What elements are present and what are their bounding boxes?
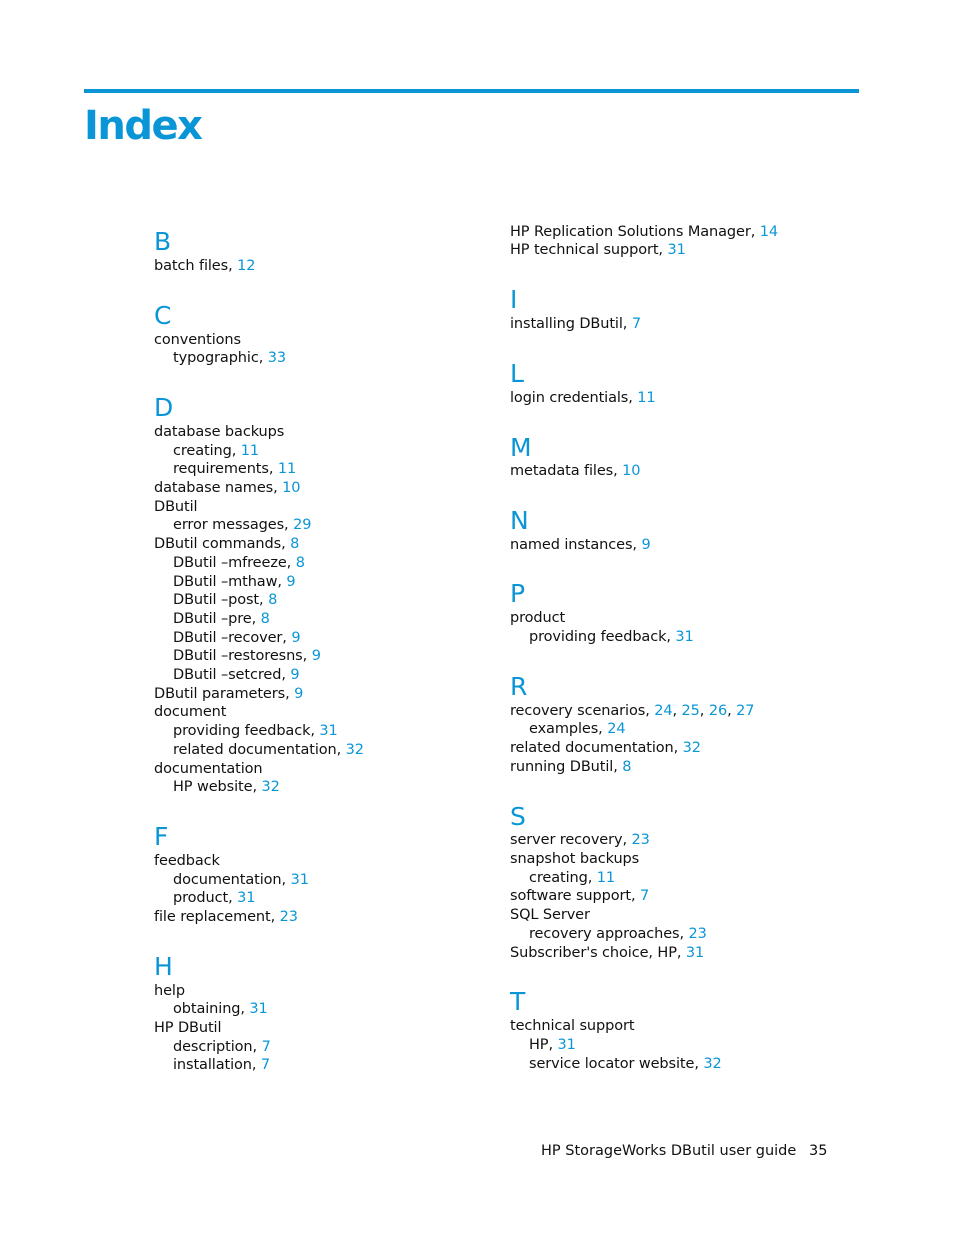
page-link[interactable]: 29 (293, 517, 312, 533)
index-term: creating (173, 443, 232, 459)
separator: , (679, 926, 689, 942)
index-term: obtaining (173, 1001, 241, 1017)
index-letter-heading: L (510, 359, 524, 388)
index-entry (154, 479, 300, 498)
index-term: product (173, 890, 229, 906)
page-footer (541, 1143, 828, 1159)
index-subentry (529, 925, 707, 944)
index-subentry (529, 1036, 576, 1055)
index-entry (510, 241, 686, 260)
index-entry (510, 315, 641, 334)
index-entry (510, 536, 651, 555)
index-subentry (173, 629, 300, 648)
separator: , (281, 536, 291, 552)
page-link[interactable]: 27 (736, 703, 755, 719)
index-entry (510, 906, 590, 925)
separator: , (632, 537, 642, 553)
index-letter-heading: D (154, 393, 174, 422)
index-subentry (173, 722, 338, 741)
index-term: SQL Server (510, 907, 590, 923)
separator: , (666, 629, 676, 645)
index-term: installation (173, 1057, 252, 1073)
separator: , (699, 703, 709, 719)
page-link[interactable]: 31 (557, 1037, 576, 1053)
index-term: installing DButil (510, 316, 623, 332)
separator: , (259, 592, 269, 608)
index-entry (154, 685, 303, 704)
index-term: documentation (173, 872, 282, 888)
index-term: batch files (154, 258, 229, 274)
separator: , (672, 703, 682, 719)
index-term: related documentation (510, 740, 674, 756)
index-entry (510, 850, 639, 869)
index-entry (510, 223, 778, 242)
separator: , (310, 723, 320, 739)
index-term: DButil (154, 499, 198, 515)
page-link[interactable]: 9 (311, 648, 321, 664)
separator: , (251, 1057, 261, 1073)
footer-page-number: 35 (809, 1143, 828, 1159)
index-entry (154, 257, 255, 276)
page-link[interactable]: 24 (607, 721, 626, 737)
separator: , (676, 945, 686, 961)
index-subentry (173, 349, 286, 368)
separator: , (286, 555, 296, 571)
page-link[interactable]: 8 (295, 555, 305, 571)
page-link[interactable]: 9 (291, 630, 301, 646)
index-term: DButil –recover (173, 630, 283, 646)
index-term: recovery scenarios (510, 703, 646, 719)
index-term: database backups (154, 424, 285, 440)
index-term: product (510, 610, 566, 626)
index-term: DButil –mfreeze (173, 555, 287, 571)
separator: , (598, 721, 608, 737)
separator: , (673, 740, 683, 756)
page-link[interactable]: 31 (237, 890, 256, 906)
separator: , (228, 258, 238, 274)
separator: , (727, 703, 737, 719)
index-letter-heading: S (510, 802, 526, 831)
separator: , (281, 667, 291, 683)
page-link[interactable]: 14 (759, 224, 778, 240)
separator: , (281, 872, 291, 888)
page-link[interactable]: 11 (637, 390, 656, 406)
page-link[interactable]: 9 (290, 667, 300, 683)
index-term: login credentials (510, 390, 629, 406)
page-link[interactable]: 10 (282, 480, 301, 496)
separator: , (268, 461, 278, 477)
index-subentry (173, 741, 364, 760)
separator: , (658, 242, 668, 258)
index-entry (154, 423, 284, 442)
index-term: HP Replication Solutions Manager (510, 224, 751, 240)
index-entry (154, 498, 197, 517)
index-subentry (173, 460, 296, 479)
index-subentry (173, 647, 321, 666)
page-link[interactable]: 31 (249, 1001, 268, 1017)
index-letter-heading: F (154, 822, 169, 851)
separator: , (750, 224, 760, 240)
index-term: technical support (510, 1018, 635, 1034)
index-subentry (529, 869, 615, 888)
page-link[interactable]: 24 (654, 703, 673, 719)
index-entry (510, 462, 640, 481)
index-letter-heading: B (154, 227, 172, 256)
index-subentry (529, 1055, 722, 1074)
index-subentry (173, 573, 296, 592)
page-link[interactable]: 33 (267, 350, 286, 366)
index-entry (154, 703, 226, 722)
index-entry (510, 887, 649, 906)
index-term: database names (154, 480, 274, 496)
page-link[interactable]: 23 (631, 832, 650, 848)
page-link[interactable]: 31 (290, 872, 309, 888)
index-subentry (173, 871, 309, 890)
separator: , (613, 463, 623, 479)
page-link[interactable]: 32 (682, 740, 701, 756)
index-subentry (173, 1000, 268, 1019)
index-subentry (173, 610, 270, 629)
index-term: software support (510, 888, 631, 904)
index-entry (154, 535, 299, 554)
index-entry (154, 852, 220, 871)
page-link[interactable]: 31 (667, 242, 686, 258)
separator: , (645, 703, 655, 719)
separator: , (613, 759, 623, 775)
separator: , (258, 350, 268, 366)
index-term: running DButil (510, 759, 614, 775)
index-term: requirements (173, 461, 269, 477)
index-term: DButil parameters (154, 686, 286, 702)
separator: , (270, 909, 280, 925)
separator: , (284, 517, 294, 533)
index-subentry (173, 442, 259, 461)
index-entry (510, 702, 754, 721)
page-link[interactable]: 8 (290, 536, 300, 552)
separator: , (285, 686, 295, 702)
separator: , (240, 1001, 250, 1017)
index-term: related documentation (173, 742, 337, 758)
index-term: file replacement (154, 909, 271, 925)
index-subentry (173, 1038, 271, 1057)
index-term: creating (529, 870, 588, 886)
page-title: Index (84, 103, 202, 149)
index-subentry (173, 516, 311, 535)
index-term: HP technical support (510, 242, 659, 258)
page-link[interactable]: 10 (622, 463, 641, 479)
index-entry (510, 758, 631, 777)
separator: , (628, 390, 638, 406)
index-term: typographic (173, 350, 259, 366)
index-term: recovery approaches (529, 926, 680, 942)
index-entry (510, 739, 701, 758)
index-term: HP DButil (154, 1020, 222, 1036)
index-term: error messages (173, 517, 285, 533)
index-entry (154, 760, 263, 779)
index-term: DButil –mthaw (173, 574, 278, 590)
page-link[interactable]: 12 (237, 258, 256, 274)
index-subentry (173, 666, 299, 685)
page-link[interactable]: 7 (260, 1057, 271, 1073)
page-link[interactable]: 8 (260, 611, 270, 627)
index-entry (510, 389, 656, 408)
index-subentry (173, 778, 280, 797)
index-letter-heading: M (510, 433, 532, 462)
page-link[interactable]: 7 (639, 888, 650, 904)
index-term: snapshot backups (510, 851, 640, 867)
page-link[interactable]: 11 (596, 870, 616, 886)
separator: , (251, 611, 261, 627)
index-entry (154, 982, 185, 1001)
index-term: DButil –setcred (173, 667, 282, 683)
page-link[interactable]: 7 (261, 1039, 271, 1055)
index-term: HP website (173, 779, 253, 795)
separator: , (587, 870, 597, 886)
index-letter-heading: T (510, 987, 526, 1016)
index-term: DButil –restoresns (173, 648, 303, 664)
page-link[interactable]: 8 (268, 592, 278, 608)
index-term: conventions (154, 332, 241, 348)
index-entry (154, 1019, 221, 1038)
index-subentry (529, 720, 625, 739)
index-entry (154, 331, 241, 350)
page-link[interactable]: 31 (685, 945, 705, 961)
page-link[interactable]: 32 (345, 742, 364, 758)
index-entry (510, 1017, 634, 1036)
page-link[interactable]: 32 (261, 779, 280, 795)
index-term: document (154, 704, 227, 720)
index-term: named instances (510, 537, 633, 553)
index-letter-heading: H (154, 952, 173, 981)
index-term: service locator website (529, 1056, 695, 1072)
index-term: DButil –post (173, 592, 260, 608)
footer-guide-title: HP StorageWorks DButil user guide (541, 1143, 797, 1159)
index-letter-heading: P (510, 579, 526, 608)
index-entry (510, 944, 704, 963)
index-subentry (173, 554, 305, 573)
page-link[interactable]: 11 (277, 461, 297, 477)
page-link[interactable]: 32 (703, 1056, 722, 1072)
index-term: help (154, 983, 185, 999)
separator: , (252, 1039, 262, 1055)
index-letter-heading: I (510, 285, 518, 314)
page-link[interactable]: 23 (279, 909, 298, 925)
separator: , (282, 630, 292, 646)
page-link[interactable]: 31 (675, 629, 694, 645)
page-link[interactable]: 31 (319, 723, 338, 739)
index-subentry (173, 889, 255, 908)
separator: , (336, 742, 346, 758)
index-letter-heading: C (154, 301, 172, 330)
index-subentry (529, 628, 694, 647)
index-subentry (173, 591, 277, 610)
page-link[interactable]: 25 (681, 703, 700, 719)
index-term: examples (529, 721, 599, 737)
page-link[interactable]: 9 (286, 574, 296, 590)
index-term: documentation (154, 761, 263, 777)
index-term: Subscriber's choice, HP (510, 945, 677, 961)
page-link[interactable]: 7 (631, 316, 641, 332)
index-term: description (173, 1039, 253, 1055)
page-link[interactable]: 9 (294, 686, 304, 702)
index-subentry (173, 1056, 270, 1075)
index-entry (510, 831, 650, 850)
index-term: HP (529, 1037, 549, 1053)
page-link[interactable]: 26 (708, 703, 728, 719)
index-term: providing feedback (173, 723, 311, 739)
separator: , (630, 888, 640, 904)
index-entry (510, 609, 565, 628)
page-link[interactable]: 23 (688, 926, 707, 942)
index-letter-heading: R (510, 672, 528, 701)
separator: , (277, 574, 287, 590)
index-term: DButil commands (154, 536, 282, 552)
index-letter-heading: N (510, 506, 529, 535)
separator: , (694, 1056, 704, 1072)
title-rule (84, 89, 859, 93)
index-term: DButil –pre (173, 611, 252, 627)
separator: , (302, 648, 312, 664)
separator: , (228, 890, 238, 906)
index-term: server recovery (510, 832, 623, 848)
separator: , (231, 443, 241, 459)
page-link[interactable]: 9 (641, 537, 651, 553)
separator: , (273, 480, 283, 496)
separator: , (548, 1037, 558, 1053)
index-entry (154, 908, 298, 927)
separator: , (252, 779, 262, 795)
index-term: metadata files (510, 463, 614, 479)
page-link[interactable]: 8 (622, 759, 632, 775)
separator: , (622, 832, 632, 848)
index-term: feedback (154, 853, 220, 869)
index-term: providing feedback (529, 629, 667, 645)
separator: , (622, 316, 632, 332)
page-link[interactable]: 11 (240, 443, 260, 459)
